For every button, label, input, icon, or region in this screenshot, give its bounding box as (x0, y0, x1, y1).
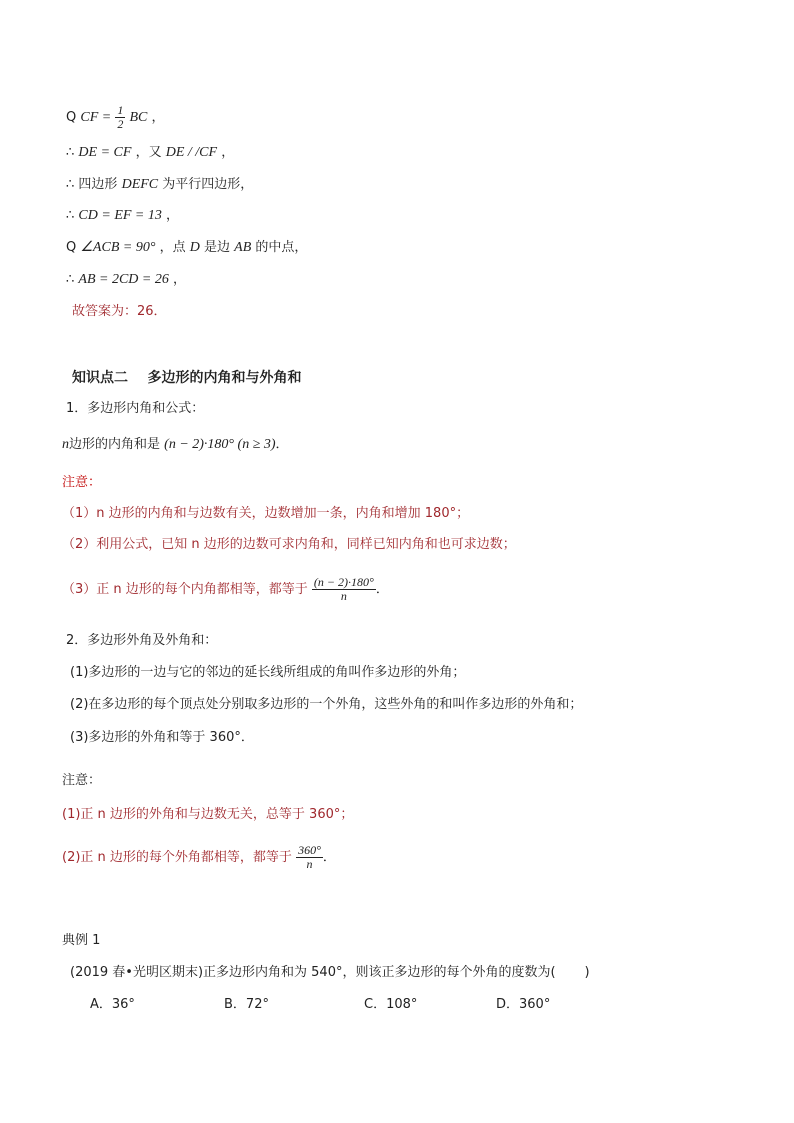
math-expression: D (189, 240, 200, 255)
text: 是边 (203, 240, 230, 255)
option-d: D．360° (496, 997, 551, 1012)
proof-line-3 (66, 176, 253, 194)
point-2-item-3: (3)多边形的外角和等于 360°． (70, 730, 254, 745)
variable-n: n (62, 437, 69, 452)
note-2-title: 注意： (62, 773, 102, 788)
punctuation: ． (322, 850, 336, 865)
math-expression: DEFC (121, 177, 159, 192)
fraction-numerator: 360° (298, 843, 321, 857)
math-expression: DE / /CF (165, 145, 218, 160)
text: 边形的内角和是 (69, 437, 161, 452)
point-2-item-1: (1)多边形的一边与它的邻边的延长线所组成的角叫作多边形的外角； (70, 665, 466, 680)
math-expression: BC (129, 110, 148, 125)
text: （3）正 n 边形的每个内角都相等，都等于 (62, 582, 308, 597)
math-expression: AB (234, 240, 252, 255)
math-expression: CF = (80, 110, 112, 125)
fraction-denominator: n (312, 589, 376, 603)
point-1-title: 1．多边形内角和公式： (66, 401, 205, 416)
fraction-denominator: n (296, 857, 323, 871)
math-expression: CD = EF = 13 (78, 208, 162, 223)
example-title: 典例 1 (62, 933, 101, 948)
fraction-numerator: 1 (117, 103, 124, 117)
note-1-item-1: （1）n 边形的内角和与边数有关，边数增加一条，内角和增加 180°； (62, 506, 470, 521)
note-1-item-3 (62, 576, 389, 603)
note-1-title: 注意： (62, 475, 102, 490)
text: ，点 (159, 240, 186, 255)
fraction-denominator: 2 (117, 117, 124, 131)
text: ，又 (135, 145, 162, 160)
text: 四边形 (78, 177, 118, 192)
therefore-symbol: ∴ (66, 145, 75, 160)
interior-angle-formula (62, 436, 289, 454)
point-2-title: 2．多边形外角及外角和： (66, 633, 218, 648)
because-symbol: Q (66, 110, 77, 125)
fraction-half (115, 104, 125, 131)
punctuation: ， (151, 110, 165, 125)
text: (2)正 n 边形的每个外角都相等，都等于 (62, 850, 292, 865)
punctuation: ． (275, 437, 289, 452)
because-symbol: Q (66, 240, 77, 255)
note-2-item-1: (1)正 n 边形的外角和与边数无关，总等于 360°； (62, 807, 354, 822)
proof-line-2 (66, 144, 234, 162)
option-b: B．72° (224, 997, 269, 1012)
section-heading: 知识点二 多边形的内角和与外角和 (72, 370, 302, 386)
punctuation: ， (173, 272, 187, 287)
math-expression: AB = 2CD = 26 (78, 272, 169, 287)
math-expression: DE = CF (78, 145, 132, 160)
therefore-symbol: ∴ (66, 177, 75, 192)
proof-line-1 (66, 104, 165, 131)
example-question: (2019 春•光明区期末)正多边形内角和为 540°，则该正多边形的每个外角的度数为( ) (70, 965, 590, 980)
fraction-numerator: (n − 2)·180° (313, 575, 374, 589)
therefore-symbol: ∴ (66, 208, 75, 223)
punctuation: ， (221, 145, 235, 160)
proof-line-6 (66, 271, 186, 289)
fraction-interior-angle (312, 576, 376, 603)
punctuation: ， (166, 208, 180, 223)
proof-line-4 (66, 207, 179, 225)
text: 的中点， (255, 240, 308, 255)
math-expression: ∠ACB = 90° (80, 240, 156, 255)
therefore-symbol: ∴ (66, 272, 75, 287)
note-2-item-2 (62, 844, 336, 871)
answer-line: 故答案为：26． (72, 304, 167, 319)
formula: (n − 2)·180° (n ≥ 3) (164, 437, 276, 452)
fraction-exterior-angle (296, 844, 323, 871)
option-c: C．108° (364, 997, 418, 1012)
punctuation: ． (375, 582, 389, 597)
note-1-item-2: （2）利用公式，已知 n 边形的边数可求内角和，同样已知内角和也可求边数； (62, 537, 516, 552)
point-2-item-2: (2)在多边形的每个顶点处分别取多边形的一个外角，这些外角的和叫作多边形的外角和； (70, 697, 583, 712)
option-a: A．36° (90, 997, 135, 1012)
proof-line-5 (66, 239, 307, 257)
text: 为平行四边形， (162, 177, 254, 192)
